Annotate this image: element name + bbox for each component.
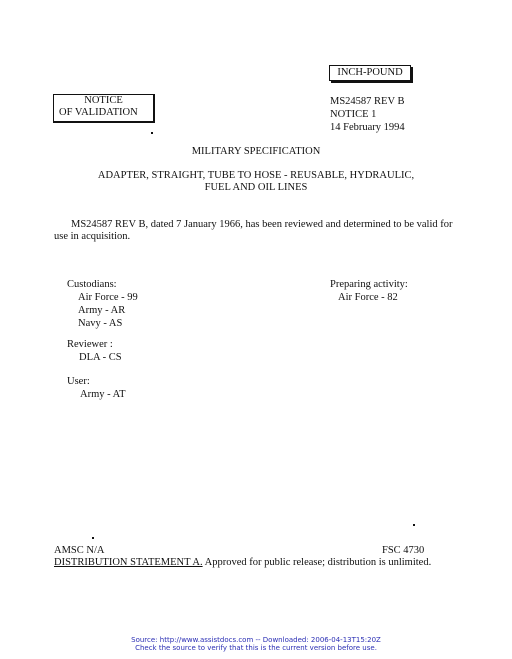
custodian-item: Navy - AS [78,318,123,329]
validation-paragraph-line2: use in acquisition. [54,231,131,242]
notice-date: 14 February 1994 [330,122,405,133]
distribution-statement-text: Approved for public release; distribution is unlimited. [204,557,432,568]
validation-paragraph-line1: MS24587 REV B, dated 7 January 1966, has been reviewed and determined to be valid for [71,219,453,230]
spec-type-title: MILITARY SPECIFICATION [191,146,321,157]
fsc-code: FSC 4730 [382,545,425,556]
reviewer-value: DLA - CS [79,352,122,363]
preparing-activity-value: Air Force - 82 [338,292,398,303]
source-footer-line1: Source: http://www.assistdocs.com -- Downloaded: 2006-04-13T15:20Z [131,636,381,644]
doc-id: MS24587 REV B [330,96,405,107]
inch-pound-box [329,65,411,81]
scan-speck [413,524,415,526]
distribution-statement-label: DISTRIBUTION STATEMENT A. [54,557,203,568]
spec-title-line1: ADAPTER, STRAIGHT, TUBE TO HOSE - REUSABLE, HYDRAULIC, [97,170,415,181]
scan-speck [151,132,153,134]
amsc-code: AMSC N/A [54,545,105,556]
user-value: Army - AT [80,389,126,400]
source-footer-line2: Check the source to verify that this is the current version before use. [135,644,377,652]
preparing-activity-label: Preparing activity: [330,279,408,290]
inch-pound-label: INCH-POUND [337,67,403,78]
spec-title-line2: FUEL AND OIL LINES [204,182,308,193]
user-label: User: [67,376,90,387]
notice-number: NOTICE 1 [330,109,377,120]
distribution-statement [54,556,431,569]
scan-speck [92,537,94,539]
notice-box-line2: OF VALIDATION [59,107,138,118]
custodian-item: Air Force - 99 [78,292,138,303]
notice-box-line1: NOTICE [84,95,123,106]
custodian-item: Army - AR [78,305,126,316]
custodians-label: Custodians: [67,279,117,290]
notice-of-validation-box [53,94,155,123]
reviewer-label: Reviewer : [67,339,113,350]
